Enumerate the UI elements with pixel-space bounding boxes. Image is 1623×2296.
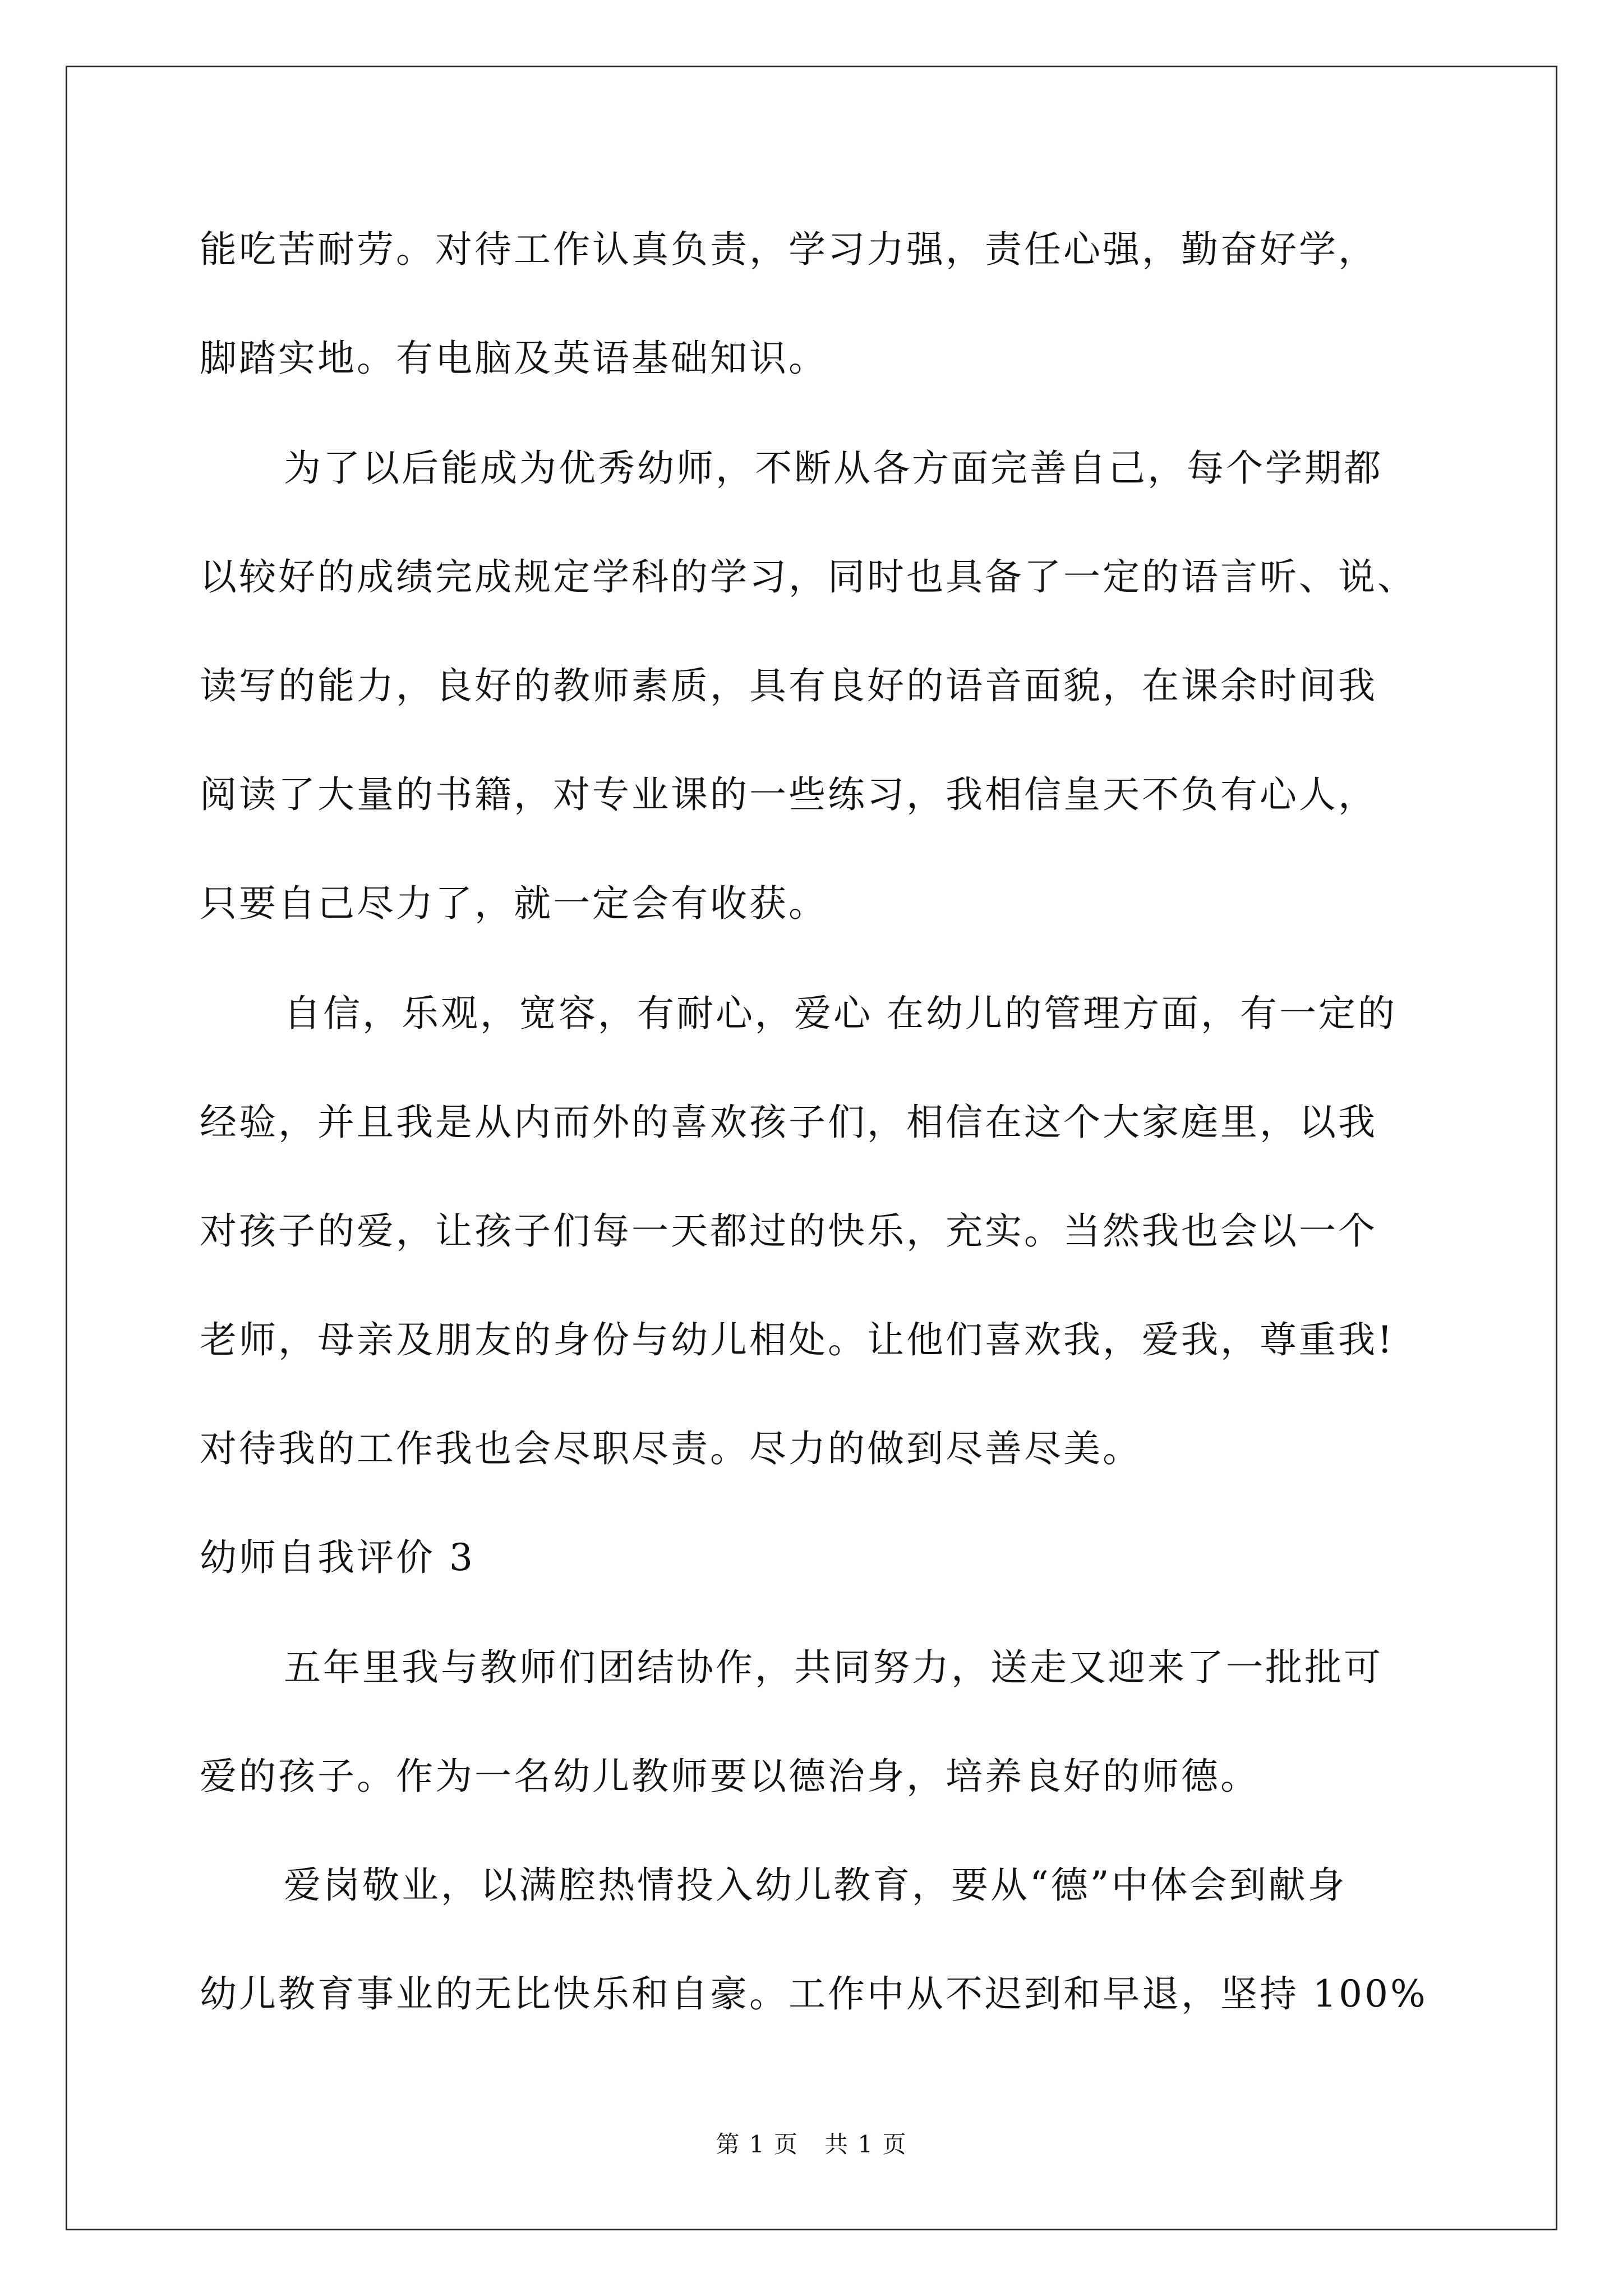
text-line: 经验，并且我是从内而外的喜欢孩子们，相信在这个大家庭里，以我: [200, 1101, 1377, 1144]
text-line: 能吃苦耐劳。对待工作认真负责，学习力强，责任心强，勤奋好学，: [200, 228, 1377, 271]
text-line: 阅读了大量的书籍，对专业课的一些练习，我相信皇天不负有心人，: [200, 773, 1377, 816]
text-line: 以较好的成绩完成规定学科的学习，同时也具备了一定的语言听、说、: [200, 555, 1417, 599]
text-line: 对孩子的爱，让孩子们每一天都过的快乐，充实。当然我也会以一个: [200, 1209, 1377, 1253]
paragraph-start-line: 自信，乐观，宽容，有耐心，爱心 在幼儿的管理方面，有一定的: [284, 992, 1397, 1035]
section-heading: 幼师自我评价 3: [200, 1536, 475, 1579]
paragraph-start-line: 爱岗敬业，以满腔热情投入幼儿教育，要从“德”中体会到献身: [284, 1864, 1347, 1907]
paragraph-start-line: 为了以后能成为优秀幼师，不断从各方面完善自己，每个学期都: [284, 447, 1383, 490]
text-line: 只要自己尽力了，就一定会有收获。: [200, 882, 828, 925]
paragraph-start-line: 五年里我与教师们团结协作，共同努力，送走又迎来了一批批可: [284, 1646, 1383, 1689]
text-line: 老师，母亲及朋友的身份与幼儿相处。让他们喜欢我，爱我，尊重我!: [200, 1318, 1395, 1361]
text-line: 读写的能力，良好的教师素质，具有良好的语音面貌，在课余时间我: [200, 664, 1377, 707]
text-line: 幼儿教育事业的无比快乐和自豪。工作中从不迟到和早退，坚持 100%: [200, 1972, 1428, 2016]
text-line: 爱的孩子。作为一名幼儿教师要以德治身，培养良好的师德。: [200, 1755, 1260, 1798]
page-footer: 第 1 页 共 1 页: [716, 2131, 907, 2158]
text-line: 脚踏实地。有电脑及英语基础知识。: [200, 337, 828, 380]
text-line: 对待我的工作我也会尽职尽责。尽力的做到尽善尽美。: [200, 1427, 1142, 1470]
